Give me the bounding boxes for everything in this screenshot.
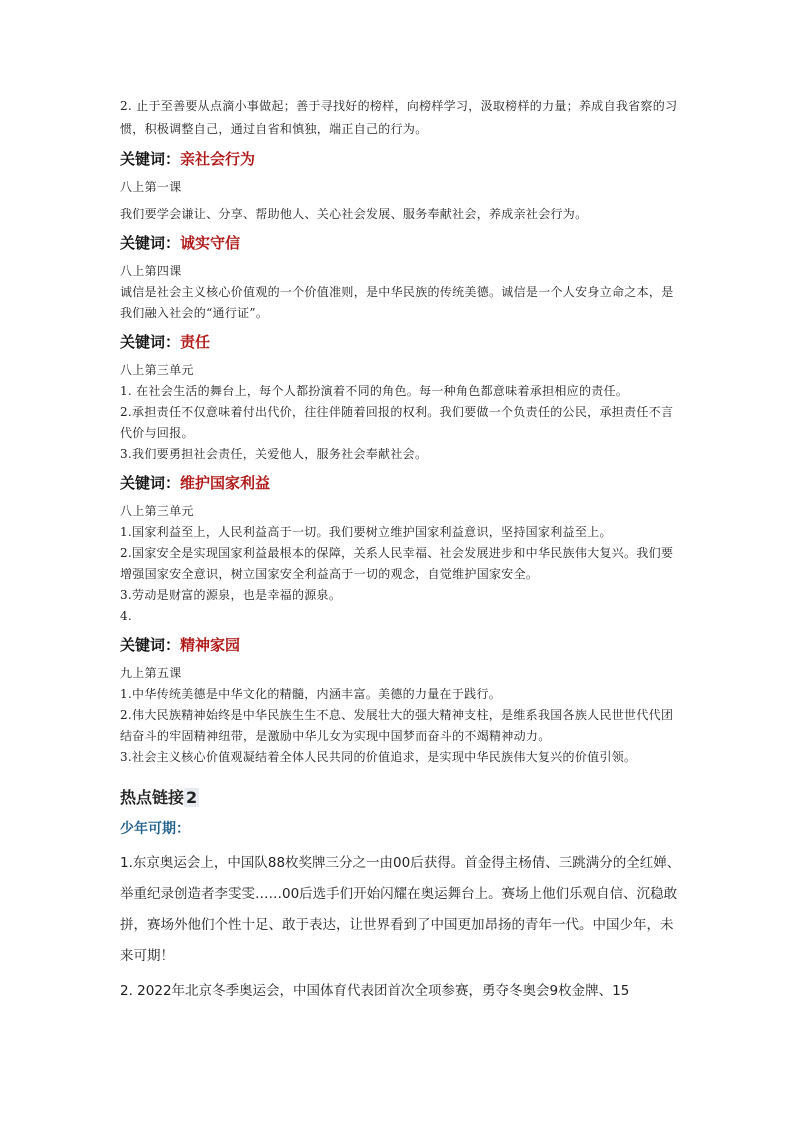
keyword-value: 精神家园 xyxy=(180,636,241,654)
list-item: 我们要学会谦让、分享、帮助他人、关心社会发展、服务奉献社会，养成亲社会行为。 xyxy=(120,207,588,221)
list-item: 1. 在社会生活的舞台上，每个人都扮演着不同的角色。每一种角色都意味着承担相应的责任。 xyxy=(120,384,629,398)
list-item: 2.承担责任不仅意味着付出代价，往往伴随着回报的权利。我们要做一个负责任的公民，承担责任不言代价与回报。 xyxy=(120,405,674,440)
list-item: 1.中华传统美德是中华文化的精髓，内涵丰富。美德的力量在于践行。 xyxy=(120,687,502,701)
keyword-value: 维护国家利益 xyxy=(180,474,271,492)
keyword-prefix: 关键词： xyxy=(120,474,181,492)
keyword-prefix: 关键词： xyxy=(120,234,181,252)
hot-topic-number: 2 xyxy=(186,788,198,807)
list-item: 3.社会主义核心价值观凝结着全体人民共同的价值追求，是实现中华民族伟大复兴的价值引领。 xyxy=(120,750,637,764)
lesson-label: 九上第五课 xyxy=(120,666,182,680)
lesson-label: 八上第三单元 xyxy=(120,504,194,518)
keyword-value: 责任 xyxy=(180,333,211,351)
section-spiritual-home xyxy=(120,633,682,768)
section-national-interest xyxy=(120,471,682,627)
hot-topic-subtitle: 少年可期： xyxy=(120,821,190,837)
list-item: 1.国家利益至上，人民利益高于一切。我们要树立维护国家利益意识，坚持国家利益至上。 xyxy=(120,525,612,539)
list-item: 3.劳动是财富的源泉，也是幸福的源泉。 xyxy=(120,588,342,602)
lesson-label: 八上第三单元 xyxy=(120,363,194,377)
hot-paragraph: 1.东京奥运会上，中国队88枚奖牌三分之一由00后获得。首金得主杨倩、三跳满分的全红婵、举重纪录创造者李雯雯……00后选手们开始闪耀在奥运舞台上。赛场上他们乐观自信、沉稳敢拼，赛场外他们个性十足、敢于表达，让世界看到了中国更加昂扬的青年一代。中国少年，未来可期！ xyxy=(120,855,681,964)
keyword-heading xyxy=(120,147,682,171)
keyword-heading xyxy=(120,231,682,255)
list-item: 2.伟大民族精神始终是中华民族生生不息、发展壮大的强大精神支柱，是维系我国各族人民世世代代团结奋斗的牢固精神纽带，是激励中华儿女为实现中国梦而奋斗的不竭精神动力。 xyxy=(120,708,674,743)
keyword-heading xyxy=(120,633,682,657)
document-content xyxy=(120,95,682,1011)
intro-paragraph: 2. 止于至善要从点滴小事做起；善于寻找好的榜样，向榜样学习，汲取榜样的力量；养成自我省察的习惯，积极调整自己，通过自省和慎独，端正自己的行为。 xyxy=(120,99,678,136)
hot-topic-title: 热点链接 xyxy=(120,788,185,807)
lesson-label: 八上第四课 xyxy=(120,264,182,278)
section-responsibility xyxy=(120,330,682,465)
keyword-heading xyxy=(120,471,682,495)
hot-paragraph: 2. 2022年北京冬季奥运会，中国体育代表团首次全项参赛，勇夺冬奥会9枚金牌、15 xyxy=(120,983,630,999)
list-item: 4. xyxy=(120,609,133,623)
lesson-label: 八上第一课 xyxy=(120,180,182,194)
list-item: 诚信是社会主义核心价值观的一个价值准则，是中华民族的传统美德。诚信是一个人安身立命之本，是我们融入社会的“通行证”。 xyxy=(120,285,674,320)
keyword-value: 亲社会行为 xyxy=(180,150,256,168)
list-item: 3.我们要勇担社会责任，关爱他人，服务社会奉献社会。 xyxy=(120,447,428,461)
keyword-prefix: 关键词： xyxy=(120,333,181,351)
keyword-heading xyxy=(120,330,682,354)
section-prosocial xyxy=(120,147,682,225)
keyword-prefix: 关键词： xyxy=(120,636,181,654)
section-honesty xyxy=(120,231,682,324)
list-item: 2.国家安全是实现国家利益最根本的保障，关系人民幸福、社会发展进步和中华民族伟大复兴。我们要增强国家安全意识，树立国家安全利益高于一切的观念，自觉维护国家安全。 xyxy=(120,546,674,581)
keyword-prefix: 关键词： xyxy=(120,150,181,168)
hot-topic-heading xyxy=(120,786,682,810)
keyword-value: 诚实守信 xyxy=(180,234,241,252)
